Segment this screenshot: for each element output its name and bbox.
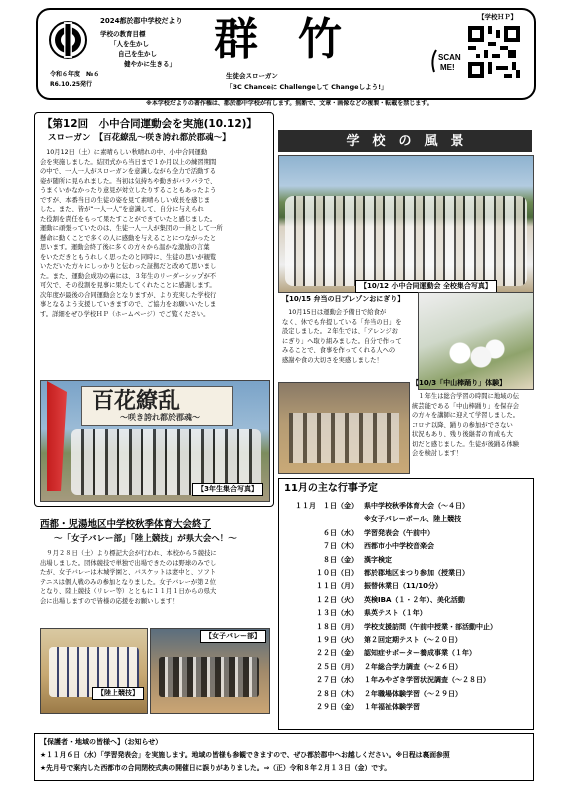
athletics-line: となり、陸上競技（リレー等）とともに１１月１日からの県大 <box>40 588 217 595</box>
schedule-date: ２８日（木） <box>316 689 358 698</box>
onigiri-line: にぎり」へ取り組みました。自分で作って <box>282 337 402 345</box>
sports-day-line: た役割を責任をもって果たすことができていたと感じました。 <box>40 215 217 223</box>
schedule-row <box>284 701 528 714</box>
track-caption: 【女子バレー部】 <box>200 630 266 643</box>
schedule-row <box>284 621 528 634</box>
sports-day-line: うまくいかなかったり意見が対立したりすることもあったよう <box>40 187 217 194</box>
schedule-row <box>284 674 528 687</box>
schedule-row <box>284 634 528 647</box>
nakayama-dance-photo <box>278 382 410 474</box>
sports-day-body <box>40 148 268 319</box>
banner <box>81 386 233 426</box>
era-line: 令和６年度 №６ <box>50 71 100 78</box>
athletics-subtitle: ～「女子バレー部」「陸上競技」が県大会へ！～ <box>54 534 237 544</box>
students-crowd <box>285 196 527 286</box>
onigiri-line: なく、休でも弁提している「弁当の日」を <box>282 318 402 326</box>
sports-day-title: 【第12回 小中合同運動会を実施(10.12)】 <box>42 118 257 130</box>
athletics-line: たが、女子バレーは木城学園と、バスケットは妻中と、ソフト <box>40 569 216 576</box>
sports-day-line: た。また、運動会成功の裏には、３年生のリーダーシップが不 <box>40 272 217 280</box>
onigiri-food <box>439 333 509 373</box>
newsletter-title: 群 竹 <box>214 14 340 65</box>
schedule-row <box>284 580 528 593</box>
schedule-row <box>284 647 528 660</box>
date-line: R6.10.25発行 <box>50 81 93 88</box>
sports-day-line: の中で、一人一人がスローガンを意識しながら全力で活動する <box>40 168 217 175</box>
schedule-date: １０日（日） <box>316 569 358 578</box>
nakayama-body <box>412 392 534 459</box>
nakayama-line: コロナ以降、踊りの参加がでさない <box>412 421 513 429</box>
schedule-event: １年みやざき学習状況調査（～２８日） <box>364 676 490 685</box>
student-slogan: 「3C Chanceに Challengeして Changeしよう!」 <box>226 83 388 91</box>
schedule-event: 県英テスト（１年） <box>364 609 427 618</box>
notice-label: 【保護者・地域の皆様へ】（お知らせ） <box>40 738 163 746</box>
sports-day-line: す。詳細をぜひ学校ＨＰ（ホームページ）でご覧ください。 <box>40 310 210 318</box>
schedule-title: 11月の主な行事予定 <box>284 483 378 494</box>
onigiri-line: みることで、食事を作ってくれる人への <box>282 347 396 354</box>
schedule-date: １９日（火） <box>316 636 358 645</box>
schedule-date: １２日（火） <box>316 595 358 604</box>
sports-day-line: 運動に頑張っていたのは、生徒一人一人が集団の一員として一所 <box>40 225 223 232</box>
schedule-event: １年福祉体験学習 <box>364 703 420 712</box>
athletics-line: 出場しました。団体競技で単独で出場できたのは野球のみでし <box>40 559 217 567</box>
sports-day-line: 次年度が最後の合同運動会となりますが、より充実した学校行 <box>40 291 217 299</box>
sports-day-line: した。また、皆が“一人一人”を意識して、自分に与えられ <box>40 206 204 213</box>
onigiri-body <box>282 308 414 365</box>
schedule-row <box>284 607 528 620</box>
athletics-title: 西都・児湯地区中学校秋季体育大会終了 <box>40 519 212 530</box>
banner-title: 百花繚乱 <box>92 388 181 414</box>
banner-subtitle: ～咲き誇れ都於郡魂～ <box>120 413 200 422</box>
track-team <box>159 657 259 697</box>
athletics-line: ９月２８日（土）より標記大会が行われ、本校から５競技に <box>40 550 217 557</box>
sports-day-line: 懸命に動くことで多くの人に感動を与えることにつながったと <box>40 234 217 242</box>
onigiri-title: 【10/15 弁当の日プレゾンおにぎり】 <box>282 295 405 303</box>
notice-line-1: ★１１月６日（水）「学習発表会」を実施します。地域の皆様も参観できますので、ぜひ都於郡中へお越しください。※日程は裏面参照 <box>40 751 450 759</box>
schedule-date: １１月 １日（金） <box>295 502 358 510</box>
scan-me-badge <box>428 42 464 78</box>
schedule-row <box>284 594 528 607</box>
schedule-row <box>284 567 528 580</box>
schedule-event: 認知症サポーター養成事業（１年） <box>364 649 476 658</box>
group-photo-caption: 【10/12 小中合同運動会 全校集合写真】 <box>355 280 497 293</box>
schedule-date: １８日（月） <box>316 622 358 631</box>
schedule-date: ７日（木） <box>323 542 358 551</box>
schedule-date: ２５日（月） <box>316 662 358 671</box>
sports-day-line: 会を実施しました。結団式から当日まで１か月以上の練習期間 <box>40 158 217 166</box>
schedule-date: ２７日（水） <box>316 676 358 685</box>
schedule-event: 第２回定期テスト（～２０日） <box>364 636 462 645</box>
sports-day-line: 事となるよう支援していきますので、ご協力をお願いいたしま <box>40 301 217 308</box>
nakayama-line: 切だと感じました。生徒が後踊る体験 <box>412 440 520 448</box>
school-group-photo <box>278 155 534 293</box>
svg-text:ME!: ME! <box>440 63 455 72</box>
sports-day-line: 姿が随所に見られました。当初は気持ちや動きがバラバラで、 <box>40 177 217 185</box>
notice-line-2: ★先月号で案内した西都市の合同閉校式典の開催日に誤りがありました。⇒（正）令和８年２月１３日（金）です。 <box>40 764 392 772</box>
schedule-date <box>284 513 364 526</box>
schedule-event: 漢字検定 <box>364 555 392 564</box>
schedule-date: １３日（水） <box>316 609 358 618</box>
sports-day-line: 10月12日（土）に素晴らしい秋晴れの中、小中合同運動 <box>40 149 208 156</box>
sports-day-line: 可欠で、その役割を見事に果たしてくれたことに感謝します。 <box>40 282 216 289</box>
schedule-row <box>284 540 528 553</box>
red-flag <box>47 381 67 491</box>
schedule-row <box>284 513 528 526</box>
scenery-heading <box>278 130 532 152</box>
schedule-row <box>284 554 528 567</box>
nakayama-line: 状況もあり、残り後継者の育成も大 <box>412 431 513 438</box>
qr-code[interactable] <box>468 26 520 78</box>
schedule-date: １１日（月） <box>316 582 358 591</box>
schedule-event: 英検IBA（１・２年）、美化活動 <box>364 595 465 604</box>
volleyball-photo <box>40 628 148 714</box>
sports-day-slogan: スローガン 【百花繚乱～咲き誇れ都於郡魂～】 <box>48 133 231 143</box>
schedule-event: 振替休業日（11/10分） <box>364 582 443 591</box>
onigiri-line: 設定しました。２年生では、「アレンジお <box>282 328 398 335</box>
nakayama-line: の方々を講師に迎えて学習しました。 <box>412 412 520 419</box>
svg-text:SCAN: SCAN <box>438 53 461 62</box>
schedule-event: ２年職場体験学習（～２９日） <box>364 689 462 698</box>
schedule-event: 都於郡地区まつり参加（授業日） <box>364 569 469 578</box>
schedule-event: 学校支援訪問（午前中授業・部活動中止） <box>364 622 497 631</box>
onigiri-line: 10月15日は運動会予備日で給食が <box>282 309 387 316</box>
slogan-label: 生徒会スローガン <box>226 72 278 80</box>
schedule-event: ※女子バレーボール、陸上競技 <box>364 515 462 524</box>
goal-line-3: 健やかに生きる」 <box>124 60 176 68</box>
onigiri-photo <box>418 292 534 390</box>
onigiri-line: 感謝や食の大切さを実感しました！ <box>282 356 383 364</box>
goal-line-2: 自己を生かし <box>118 50 157 58</box>
schedule-date: ６日（水） <box>323 528 358 537</box>
schedule-list <box>284 500 528 715</box>
copyright-notice: ※本学校だよりの著作権は、都於郡中学校が有します。無断で、文章・画像などの複製・転載を禁じます。 <box>146 100 433 107</box>
schedule-event: ２年総合学力調査（～２６日） <box>364 662 462 671</box>
sports-day-line: 思います。運動会終了後に多くの方々から温かな激励の言葉 <box>40 244 210 251</box>
athletics-body <box>40 549 268 606</box>
goal-line-1: 「人を生かし <box>110 40 149 48</box>
athletics-line: 会に出場しますので皆様の応援をお願いします！ <box>40 597 179 605</box>
sports-day-line: をいただきともうれしく思ったのと同時に、生徒の思いが観覧 <box>40 253 217 261</box>
schedule-event: 西都市小中学校音楽会 <box>364 542 434 551</box>
schedule-event: 県中学校秋季体育大会（～４日） <box>364 502 469 510</box>
nakayama-line: 会を検討します！ <box>412 450 463 457</box>
sports-day-line: ですが、本番当日の生徒の姿を見て素晴らしい成長を感じま <box>40 196 211 204</box>
schedule-row <box>284 527 528 540</box>
nakayama-line: 統芸能である「中山棒踊り」を保存会 <box>412 402 520 410</box>
goal-label: 学校の教育目標 <box>100 30 146 38</box>
third-grade-caption: 【3年生集合写真】 <box>192 483 263 496</box>
hp-label: 【学校ＨＰ】 <box>478 13 517 21</box>
schedule-row <box>284 500 528 513</box>
third-grade-group-photo <box>40 380 270 502</box>
nakayama-line: １年生は総合学習の時間に地域の伝 <box>412 393 520 400</box>
schedule-date: ２２日（金） <box>316 649 358 658</box>
volleyball-caption: 【陸上競技】 <box>92 687 144 700</box>
schedule-event: 学習発表会（午前中） <box>364 528 434 537</box>
schedule-row <box>284 661 528 674</box>
schedule-row <box>284 688 528 701</box>
scenery-heading-text: 学 校 の 風 景 <box>346 133 464 149</box>
school-emblem <box>48 20 88 60</box>
dancers <box>289 413 399 463</box>
nakayama-title: 【10/3「中山棒踊り」体験】 <box>412 379 507 387</box>
athletics-line: テニスは個人戦のみの参加となりました。女子バレーが第２位 <box>40 578 217 586</box>
schedule-date: ８日（金） <box>323 555 358 564</box>
sports-day-line: いただいた方々にしっかりと伝わった証拠だと改めて思いまし <box>40 263 217 270</box>
issue-line: 2024都於郡中学校だより <box>100 17 183 25</box>
schedule-date: ２９日（金） <box>316 703 358 712</box>
